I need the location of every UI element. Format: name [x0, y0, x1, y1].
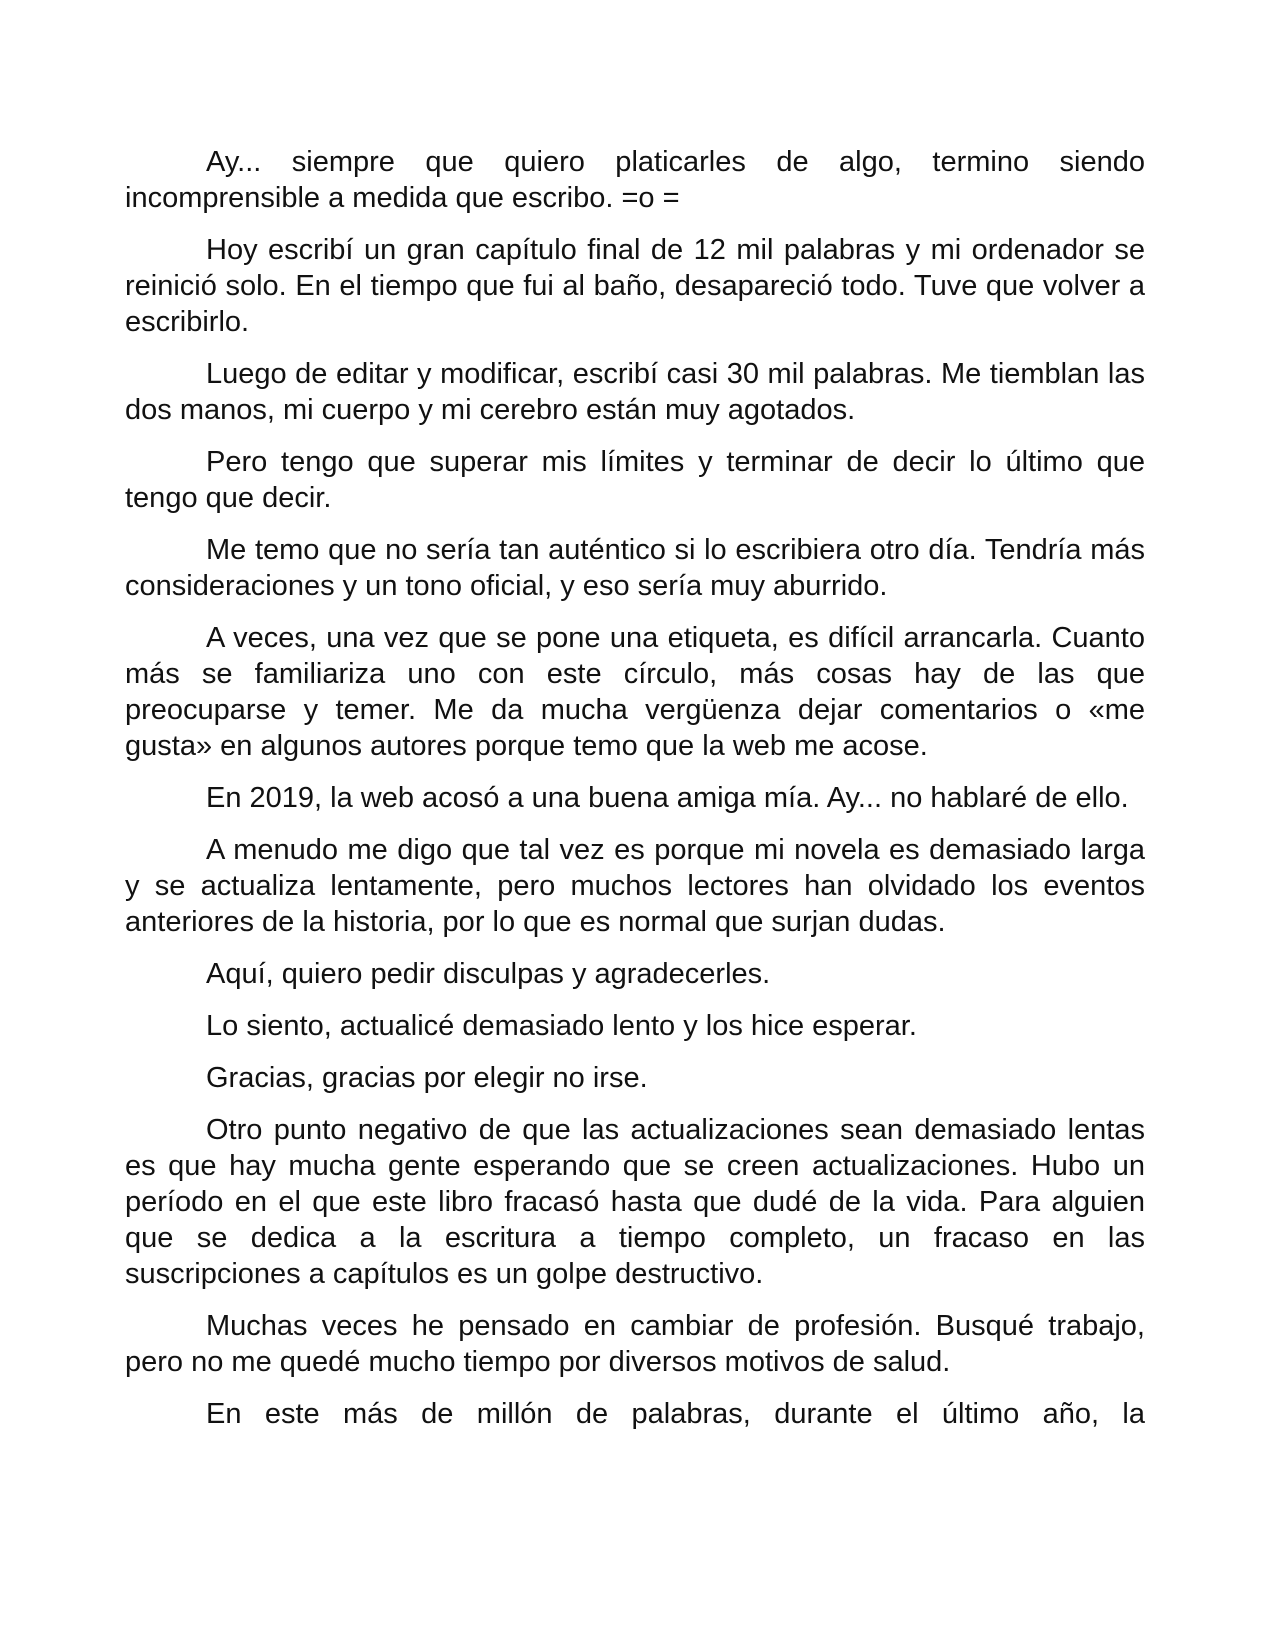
body-text [125, 144, 1145, 1448]
paragraph: Pero tengo que superar mis límites y terminar de decir lo último que tengo que decir. [125, 446, 1145, 514]
paragraph: A menudo me digo que tal vez es porque mi novela es demasiado larga y se actualiza lentamente, pero muchos lectores han olvidado los eventos anteriores de la historia, por lo que es normal que surjan dudas. [125, 834, 1145, 938]
paragraph: Me temo que no sería tan auténtico si lo escribiera otro día. Tendría más consideraciones y un tono oficial, y eso sería muy aburrido. [125, 534, 1145, 602]
paragraph: Muchas veces he pensado en cambiar de profesión. Busqué trabajo, pero no me quedé mucho tiempo por diversos motivos de salud. [125, 1310, 1145, 1378]
paragraph: Luego de editar y modificar, escribí casi 30 mil palabras. Me tiemblan las dos manos, mi cuerpo y mi cerebro están muy agotados. [125, 358, 1145, 426]
paragraph: Gracias, gracias por elegir no irse. [206, 1062, 648, 1094]
paragraph: Lo siento, actualicé demasiado lento y los hice esperar. [206, 1010, 917, 1042]
paragraph: En este más de millón de palabras, durante el último año, la [206, 1398, 1145, 1430]
paragraph: En 2019, la web acosó a una buena amiga mía. Ay... no hablaré de ello. [206, 782, 1129, 814]
paragraph: Otro punto negativo de que las actualizaciones sean demasiado lentas es que hay mucha gente esperando que se creen actualizaciones. Hubo un período en el que este libro fracasó hasta que dudé de la vida. Para alguien que se dedica a la escritura a tiempo completo, un fracaso en las suscripciones a capítulos es un golpe destructivo. [125, 1114, 1145, 1290]
paragraph: Ay... siempre que quiero platicarles de algo, termino siendo incomprensible a medida que escribo. =o = [125, 146, 1145, 214]
paragraph: A veces, una vez que se pone una etiqueta, es difícil arrancarla. Cuanto más se familiariza uno con este círculo, más cosas hay de las que preocuparse y temer. Me da mucha vergüenza dejar comentarios o «me gusta» en algunos autores porque temo que la web me acose. [125, 622, 1145, 762]
paragraph: Hoy escribí un gran capítulo final de 12 mil palabras y mi ordenador se reinició solo. En el tiempo que fui al baño, desapareció todo. Tuve que volver a escribirlo. [125, 234, 1145, 338]
paragraph: Aquí, quiero pedir disculpas y agradecerles. [206, 958, 771, 990]
